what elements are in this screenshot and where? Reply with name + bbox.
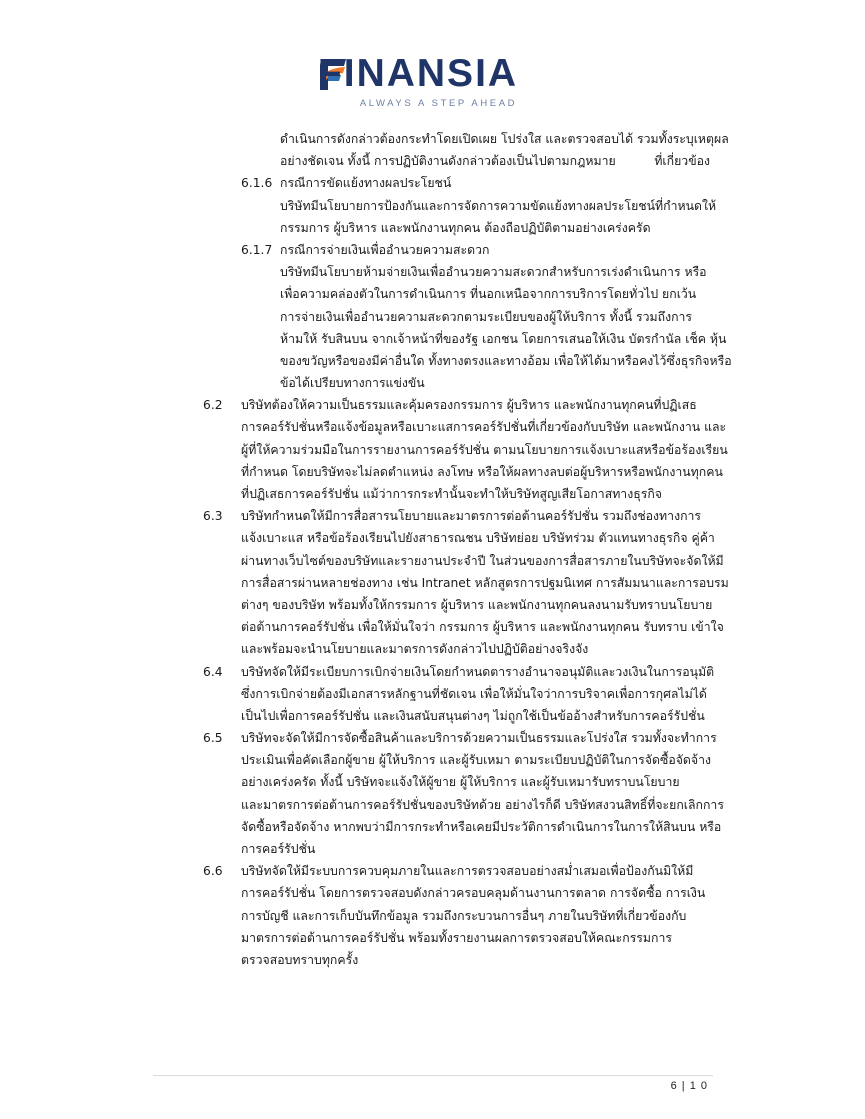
text-line: ต่อต้านการคอร์รัปชั่น เพื่อให้มั่นใจว่า กรรมการ ผู้บริหาร และพนักงานทุกคน รับทราบ เข้าใจ	[241, 620, 724, 635]
section-number: 6.5	[203, 731, 223, 746]
text-line: บริษัทจัดให้มีระเบียบการเบิกจ่ายเงินโดยกำหนดตารางอำนาจอนุมัติและวงเงินในการอนุมัติ	[241, 664, 715, 679]
text-line: ที่เกี่ยวข้อง	[654, 154, 710, 169]
text-line: ที่กำหนด โดยบริษัทจะไม่ลดตำแหน่ง ลงโทษ หรือให้ผลทางลบต่อผู้บริหารหรือพนักงานทุกคน	[241, 464, 723, 479]
text-line: กรรมการ ผู้บริหาร และพนักงานทุกคน ต้องถือปฏิบัติตามอย่างเคร่งครัด	[280, 220, 651, 235]
section-number: 6.6	[203, 864, 223, 879]
text-line: บริษัทต้องให้ความเป็นธรรมและคุ้มครองกรรมการ ผู้บริหาร และพนักงานทุกคนที่ปฏิเสธ	[241, 398, 697, 413]
logo-tagline: ALWAYS A STEP AHEAD	[359, 98, 518, 109]
logo-text: FINANSIA	[317, 52, 519, 95]
text-line: บริษัทกำหนดให้มีการสื่อสารนโยบายและมาตรการต่อต้านคอร์รัปชั่น รวมถึงช่องทางการ	[241, 509, 702, 524]
text-line: ประเมินเพื่อคัดเลือกผู้ขาย ผู้ให้บริการ และผู้รับเหมา ตามระเบียบปฏิบัติในการจัดซื้อจัดจ้าง	[241, 753, 712, 768]
text-line: มาตรการต่อต้านการคอร์รัปชั่น พร้อมทั้งรายงานผลการตรวจสอบให้คณะกรรมการ	[241, 930, 672, 945]
subsection-title: กรณีการจ่ายเงินเพื่ออำนวยความสะดวก	[280, 242, 490, 257]
text-line: อย่างชัดเจน ทั้งนี้ การปฏิบัติงานดังกล่าวต้องเป็นไปตามกฎหมาย	[280, 154, 616, 169]
section-6-4	[0, 661, 865, 728]
text-line: บริษัทจะจัดให้มีการจัดซื้อสินค้าและบริการด้วยความเป็นธรรมและโปร่งใส รวมทั้งจะทำการ	[241, 731, 717, 746]
subsection-number: 6.1.6	[241, 176, 273, 191]
text-line: ที่ปฏิเสธการคอร์รัปชั่น แม้ว่าการกระทำนั้นจะทำให้บริษัทสูญเสียโอกาสทางธุรกิจ	[241, 487, 662, 501]
text-line: และพร้อมจะนำนโยบายและมาตรการดังกล่าวไปปฏิบัติอย่างจริงจัง	[241, 642, 589, 657]
text-line: และมาตรการต่อต้านการคอร์รัปชั่นของบริษัทด้วย อย่างไรก็ดี บริษัทสงวนสิทธิ์ที่จะยกเลิกการ	[241, 797, 724, 812]
text-line: การจ่ายเงินเพื่ออำนวยความสะดวกตามระเบียบของผู้ให้บริการ ทั้งนี้ รวมถึงการ	[280, 309, 693, 324]
text-line: การคอร์รัปชั่น	[241, 842, 316, 856]
text-line: จัดซื้อหรือจัดจ้าง หากพบว่ามีการกระทำหรือเคยมีประวัติการดำเนินการในการให้สินบน หรือ	[241, 819, 722, 834]
subsection-6-1-6	[0, 172, 865, 239]
section-6-2	[0, 394, 865, 505]
section-6-3	[0, 505, 865, 660]
section-6-5	[0, 727, 865, 860]
section-number: 6.3	[203, 509, 223, 524]
text-line: ต่างๆ ของบริษัท พร้อมทั้งให้กรรมการ ผู้บริหาร และพนักงานทุกคนลงนามรับทราบนโยบาย	[241, 597, 713, 612]
footer-divider	[153, 1075, 713, 1076]
text-line: บริษัทมีนโยบายห้ามจ่ายเงินเพื่ออำนวยความสะดวกสำหรับการเร่งดำเนินการ หรือ	[280, 265, 707, 280]
text-line: เป็นไปเพื่อการคอร์รัปชั่น และเงินสนับสนุนต่างๆ ไม่ถูกใช้เป็นข้ออ้างสำหรับการคอร์รัปชั่น	[241, 708, 705, 723]
subsection-6-1-7	[0, 239, 865, 394]
continuation-paragraph	[0, 128, 865, 172]
section-6-6	[0, 860, 865, 971]
logo-wordmark	[317, 52, 548, 96]
text-line: การสื่อสารผ่านหลายช่องทาง เช่น Intranet หลักสูตรการปฐมนิเทศ การสัมมนาและการอบรม	[241, 575, 729, 590]
text-line: ผู้ที่ให้ความร่วมมือในการรายงานการคอร์รัปชั่น ตามนโยบายการแจ้งเบาะแสหรือข้อร้องเรียน	[241, 442, 728, 457]
text-line: เพื่อความคล่องตัวในการดำเนินการ ที่นอกเหนือจากการบริการโดยทั่วไป ยกเว้น	[280, 287, 697, 302]
text-line: ซึ่งการเบิกจ่ายต้องมีเอกสารหลักฐานที่ชัดเจน เพื่อให้มั่นใจว่าการบริจาคเพื่อการกุศลไม่ได้	[241, 686, 707, 701]
text-line: การคอร์รัปชั่นหรือแจ้งข้อมูลหรือเบาะแสการคอร์รัปชั่นที่เกี่ยวข้องกับบริษัท และพนักงาน และ	[241, 420, 727, 435]
text-line: อย่างเคร่งครัด ทั้งนี้ บริษัทจะแจ้งให้ผู้ขาย ผู้ให้บริการ และผู้รับเหมารับทราบนโยบาย	[241, 775, 680, 790]
section-number: 6.4	[203, 664, 223, 679]
text-line: ผ่านทางเว็บไซต์ของบริษัทและรายงานประจำปี ในส่วนของการสื่อสารภายในบริษัทจะจัดให้มี	[241, 553, 724, 568]
subsection-title: กรณีการขัดแย้งทางผลประโยชน์	[280, 176, 452, 191]
subsection-number: 6.1.7	[241, 242, 273, 257]
page-number: 6 | 1 0	[670, 1080, 708, 1092]
text-line: ข้อได้เปรียบทางการแข่งขัน	[280, 376, 425, 391]
text-line: แจ้งเบาะแส หรือข้อร้องเรียนไปยังสาธารณชน บริษัทย่อย บริษัทร่วม ตัวแทนทางธุรกิจ คู่ค้า	[241, 531, 715, 546]
text-line: ของขวัญหรือของมีค่าอื่นใด ทั้งทางตรงและทางอ้อม เพื่อให้ได้มาหรือคงไว้ซึ่งธุรกิจหรือ	[280, 353, 732, 368]
text-line: บริษัทมีนโยบายการป้องกันและการจัดการความขัดแย้งทางผลประโยชน์ที่กำหนดให้	[280, 198, 717, 213]
text-line: ห้ามให้ รับสินบน จากเจ้าหน้าที่ของรัฐ เอกชน โดยการเสนอให้เงิน บัตรกำนัล เช็ค หุ้น	[280, 331, 727, 346]
text-line: การบัญชี และการเก็บบันทึกข้อมูล รวมถึงกระบวนการอื่นๆ ภายในบริษัทที่เกี่ยวข้องกับ	[241, 908, 687, 923]
text-line: การคอร์รัปชั่น โดยการตรวจสอบดังกล่าวครอบคลุมด้านงานการตลาด การจัดซื้อ การเงิน	[241, 886, 706, 901]
text-line: บริษัทจัดให้มีระบบการควบคุมภายในและการตรวจสอบอย่างสม่ำเสมอเพื่อป้องกันมิให้มี	[241, 864, 694, 879]
section-number: 6.2	[203, 398, 223, 413]
text-line: ดำเนินการดังกล่าวต้องกระทำโดยเปิดเผย โปร่งใส และตรวจสอบได้ รวมทั้งระบุเหตุผล	[280, 132, 729, 146]
text-line: ตรวจสอบทราบทุกครั้ง	[241, 952, 359, 967]
document-body	[0, 128, 865, 971]
company-logo	[0, 52, 865, 109]
